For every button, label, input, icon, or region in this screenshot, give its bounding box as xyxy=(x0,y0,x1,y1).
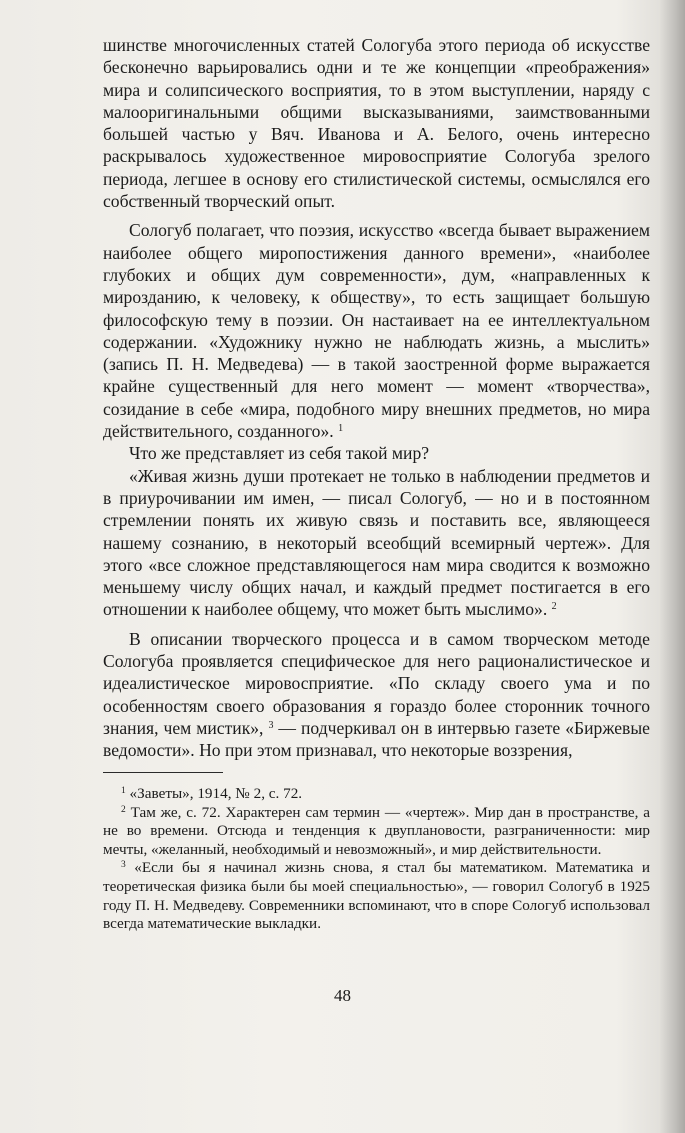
footnote-divider xyxy=(103,772,223,773)
footnote-ref-2: 2 xyxy=(551,601,557,613)
footnote-1: $^1$ «Заветы», 1914, № 2, с. 72. xyxy=(121,785,303,802)
paragraph-4: «Живая жизнь души протекает не только в наблюдении предметов и в приурочивании им имен, — писал Сологуб, — но и в постоянном стремлении понять их живую связь и поставить все, являющееся нашему сознанию, в некоторый всеобщий всемирный чертеж». Для этого «все сложное представляющегося нам мира сводится к возможно меньшему числу общих начал, и каждый предмет постигается в его отношении к наиболее общему, что может быть мыслимо». $^2$ xyxy=(103,465,650,620)
paragraph-5: В описании творческого процесса и в самом творческом методе Сологуба проявляется специфическое для него рационалистическое и идеалистическое мировосприятие. «По складу своего ума и по особенностям своего образования я гораздо более сторонник точного знания, чем мистик», $^3$ — подчеркивал он в интервью газете «Биржевые ведомости». Но при этом признавал, что некоторые воззрения, xyxy=(103,628,650,761)
footnote-2: $^2$ Там же, с. 72. Характерен сам термин — «чертеж». Мир дан в пространстве, а не во времени. Отсюда и тенденция к двуплановости, разграниченности: мир мечты, «желанный, необходимый и невозможный», и мир действительности. xyxy=(103,803,651,858)
paragraph-3: Что же представляет из себя такой мир? xyxy=(129,443,430,464)
body-text xyxy=(103,34,650,762)
page-number: 48 xyxy=(334,986,351,1005)
footnote-3: $^3$ «Если бы я начинал жизнь снова, я стал бы математиком. Математика и теоретическая физика были бы моей специальностью», — говорил Сологуб в 1925 году П. Н. Медведеву. Современники вспоминают, что в споре Сологуб использовал всегда математические выкладки. xyxy=(103,859,650,933)
footnote-ref-1: 1 xyxy=(338,423,344,435)
paragraph-2: Сологуб полагает, что поэзия, искусство «всегда бывает выражением наиболее общего миропостижения данного времени», «наиболее глубоких и общих дум современности», дум, «направленных к мирозданию, к человеку, к обществу», то есть защищает большую философскую тему в поэзии. Он настаивает на ее интеллектуальном содержании. «Художнику нужно не наблюдать жизнь, а мыслить» (запись П. Н. Медведева) — в такой заостренной форме выражается крайне существенный для него момент — момент «творчества», созидание в себе «мира, подобного миру внешних предметов, но мира действительного, созданного». $^1$ xyxy=(103,220,650,442)
footnotes xyxy=(103,785,650,934)
footnote-ref-3: 3 xyxy=(268,719,274,731)
page-edge-shadow xyxy=(659,0,685,1133)
paragraph-1: шинстве многочисленных статей Сологуба этого периода об искусстве бесконечно варьировались одни и те же концепции «преображения» мира и солипсического восприятия, то в этом выступлении, наряду с малооригинальными общими высказываниями, заимствованными большей частью у Вяч. Иванова и А. Белого, очень интересно раскрывалось художественное мировосприятие Сологуба зрелого периода, легшее в основу его стилистической системы, осмыслялся его собственный творческий опыт. xyxy=(103,35,650,212)
